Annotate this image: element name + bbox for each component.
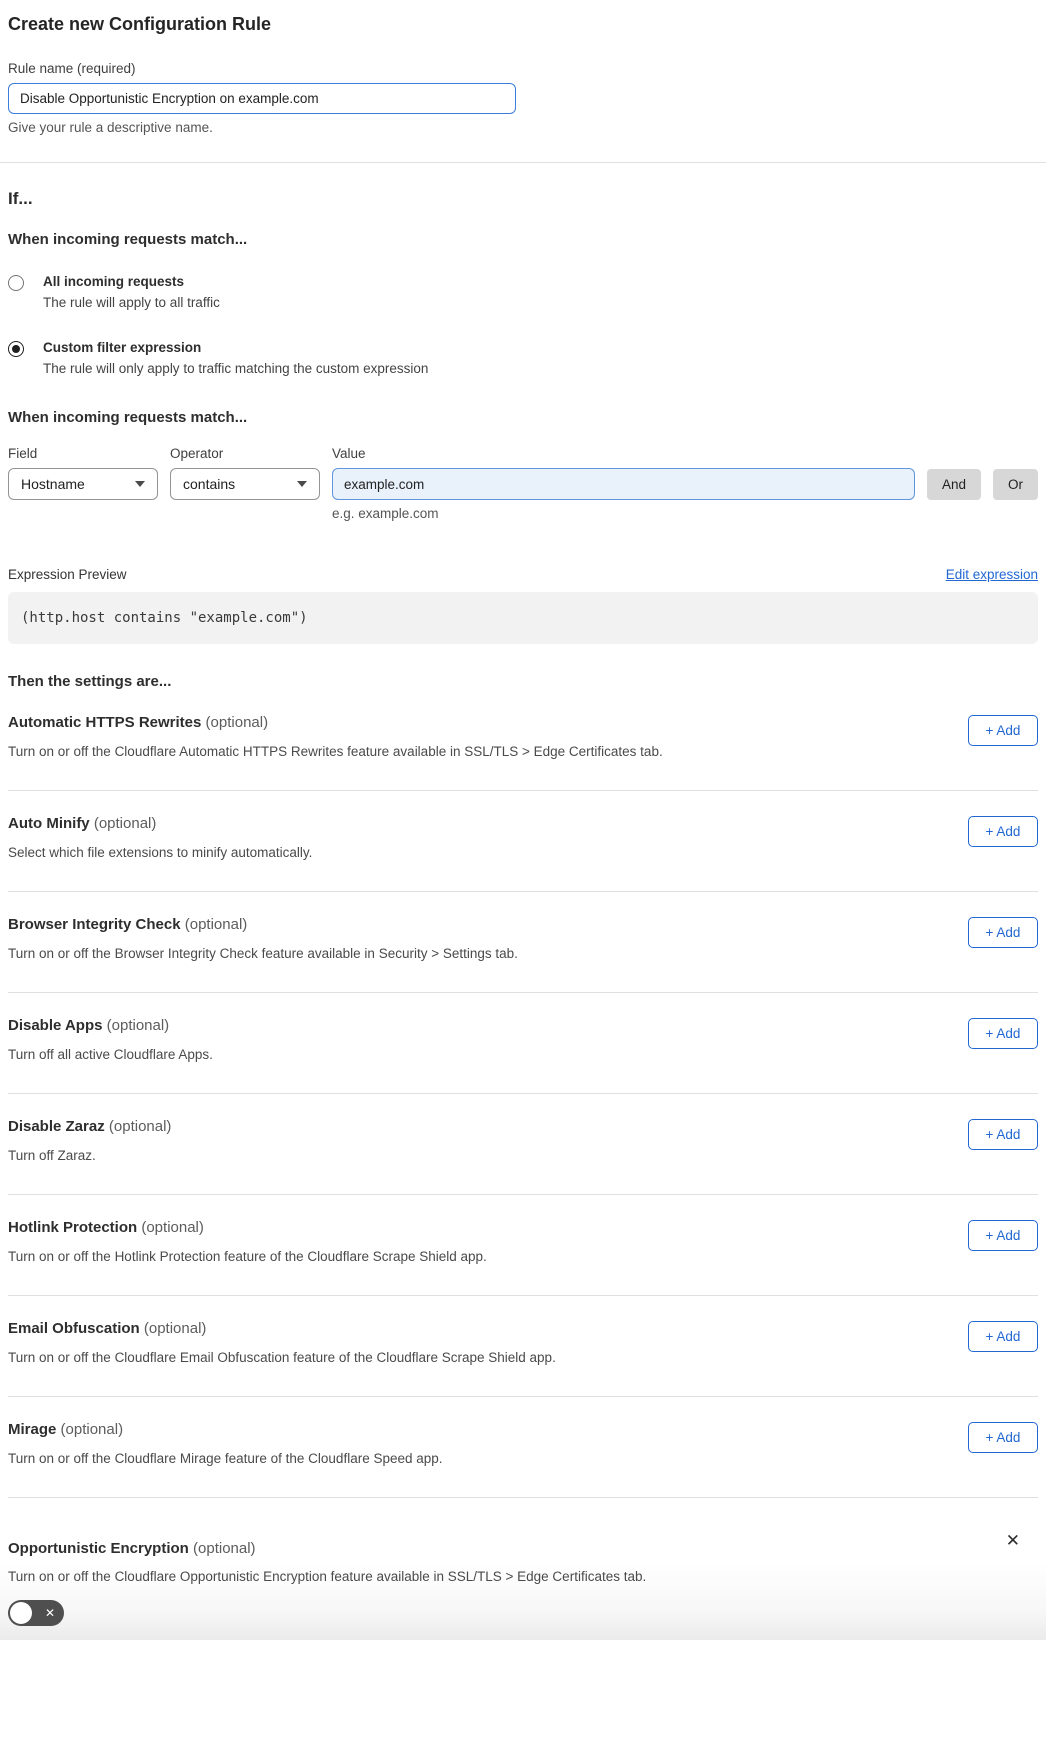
setting-name: Hotlink Protection bbox=[8, 1219, 138, 1236]
chevron-down-icon bbox=[135, 481, 145, 487]
radio-option-all-requests[interactable] bbox=[8, 274, 1038, 310]
toggle-off-x-icon: ✕ bbox=[44, 1606, 55, 1620]
add-setting-button[interactable]: + Add bbox=[968, 816, 1038, 847]
setting-row bbox=[8, 1195, 1038, 1296]
settings-list bbox=[8, 690, 1038, 1498]
setting-description: Turn off all active Cloudflare Apps. bbox=[8, 1047, 213, 1062]
add-setting-button[interactable]: + Add bbox=[968, 715, 1038, 746]
setting-name: Browser Integrity Check bbox=[8, 916, 181, 933]
setting-optional-tag: (optional) bbox=[106, 1017, 170, 1034]
setting-title bbox=[8, 714, 938, 731]
field-select[interactable] bbox=[8, 468, 158, 500]
setting-name: Automatic HTTPS Rewrites bbox=[8, 714, 202, 731]
and-button[interactable]: And bbox=[927, 469, 981, 500]
setting-title bbox=[8, 1421, 938, 1438]
setting-row bbox=[8, 1094, 1038, 1195]
setting-name: Disable Apps bbox=[8, 1017, 103, 1034]
value-help: e.g. example.com bbox=[332, 506, 439, 521]
settings-heading: Then the settings are... bbox=[8, 673, 172, 690]
toggle-knob bbox=[10, 1602, 32, 1624]
setting-name: Auto Minify bbox=[8, 815, 90, 832]
setting-title bbox=[8, 916, 938, 933]
setting-description: Select which file extensions to minify automatically. bbox=[8, 845, 313, 860]
close-icon[interactable]: ✕ bbox=[1005, 1531, 1020, 1550]
setting-optional-tag: (optional) bbox=[184, 916, 248, 933]
page-title: Create new Configuration Rule bbox=[8, 14, 272, 34]
setting-description: Turn off Zaraz. bbox=[8, 1148, 96, 1163]
expression-code: (http.host contains "example.com") bbox=[21, 610, 308, 626]
radio-all-requests[interactable] bbox=[8, 275, 24, 291]
rule-name-help: Give your rule a descriptive name. bbox=[8, 120, 213, 135]
setting-optional-tag: (optional) bbox=[108, 1118, 172, 1135]
expression-preview-box bbox=[8, 592, 1038, 644]
operator-label: Operator bbox=[170, 446, 224, 461]
setting-title bbox=[8, 1219, 938, 1236]
setting-title bbox=[8, 1320, 938, 1337]
or-button[interactable]: Or bbox=[993, 469, 1038, 500]
operator-select[interactable] bbox=[170, 468, 320, 500]
operator-select-value: contains bbox=[183, 476, 236, 492]
setting-row bbox=[8, 791, 1038, 892]
setting-description: Turn on or off the Hotlink Protection feature of the Cloudflare Scrape Shield app. bbox=[8, 1249, 487, 1264]
filter-builder-heading: When incoming requests match... bbox=[8, 409, 248, 426]
setting-description: Turn on or off the Cloudflare Opportunistic Encryption feature available in SSL/TLS > Edge Certificates tab. bbox=[8, 1569, 647, 1584]
setting-optional-tag: (optional) bbox=[205, 714, 269, 731]
setting-optional-tag: (optional) bbox=[193, 1540, 256, 1557]
setting-optional-tag: (optional) bbox=[93, 815, 157, 832]
setting-title bbox=[8, 815, 938, 832]
rule-name-label: Rule name (required) bbox=[8, 61, 136, 76]
setting-optional-tag: (optional) bbox=[141, 1219, 204, 1236]
setting-row bbox=[8, 1397, 1038, 1498]
setting-title bbox=[8, 1540, 1038, 1557]
setting-title bbox=[8, 1118, 938, 1135]
field-label: Field bbox=[8, 446, 38, 461]
add-setting-button[interactable]: + Add bbox=[968, 1119, 1038, 1150]
setting-name: Email Obfuscation bbox=[8, 1320, 140, 1337]
setting-row bbox=[8, 892, 1038, 993]
setting-description: Turn on or off the Browser Integrity Check feature available in Security > Settings tab. bbox=[8, 946, 518, 961]
radio-all-requests-desc: The rule will apply to all traffic bbox=[43, 295, 220, 310]
expression-preview-label: Expression Preview bbox=[8, 567, 127, 582]
add-setting-button[interactable]: + Add bbox=[968, 1321, 1038, 1352]
field-select-value: Hostname bbox=[21, 476, 85, 492]
add-setting-button[interactable]: + Add bbox=[968, 917, 1038, 948]
setting-optional-tag: (optional) bbox=[143, 1320, 207, 1337]
opportunistic-encryption-toggle[interactable] bbox=[8, 1600, 64, 1626]
radio-all-requests-label: All incoming requests bbox=[43, 274, 185, 289]
edit-expression-link[interactable]: Edit expression bbox=[945, 567, 1038, 582]
setting-row bbox=[8, 690, 1038, 791]
filter-builder bbox=[8, 446, 1038, 521]
radio-custom-expression-label: Custom filter expression bbox=[43, 340, 202, 355]
incoming-match-heading: When incoming requests match... bbox=[8, 231, 248, 248]
add-setting-button[interactable]: + Add bbox=[968, 1018, 1038, 1049]
radio-custom-expression-desc: The rule will only apply to traffic matching the custom expression bbox=[43, 361, 429, 376]
value-input[interactable] bbox=[332, 468, 915, 500]
radio-custom-expression[interactable] bbox=[8, 341, 24, 357]
section-divider bbox=[0, 162, 1046, 163]
setting-row bbox=[8, 993, 1038, 1094]
setting-description: Turn on or off the Cloudflare Email Obfuscation feature of the Cloudflare Scrape Shield app. bbox=[8, 1350, 556, 1365]
if-heading: If... bbox=[8, 189, 33, 208]
add-setting-button[interactable]: + Add bbox=[968, 1220, 1038, 1251]
setting-title bbox=[8, 1017, 938, 1034]
rule-name-input[interactable] bbox=[8, 83, 516, 114]
setting-description: Turn on or off the Cloudflare Mirage feature of the Cloudflare Speed app. bbox=[8, 1451, 443, 1466]
setting-row-opportunistic-encryption bbox=[0, 1498, 1046, 1640]
setting-description: Turn on or off the Cloudflare Automatic HTTPS Rewrites feature available in SSL/TLS > Edge Certificates tab. bbox=[8, 744, 663, 759]
chevron-down-icon bbox=[297, 481, 307, 487]
add-setting-button[interactable]: + Add bbox=[968, 1422, 1038, 1453]
setting-row bbox=[8, 1296, 1038, 1397]
setting-name: Mirage bbox=[8, 1421, 57, 1438]
setting-name: Disable Zaraz bbox=[8, 1118, 105, 1135]
setting-name: Opportunistic Encryption bbox=[8, 1540, 189, 1557]
radio-option-custom-expression[interactable] bbox=[8, 340, 1038, 376]
value-label: Value bbox=[332, 446, 366, 461]
setting-optional-tag: (optional) bbox=[60, 1421, 124, 1438]
